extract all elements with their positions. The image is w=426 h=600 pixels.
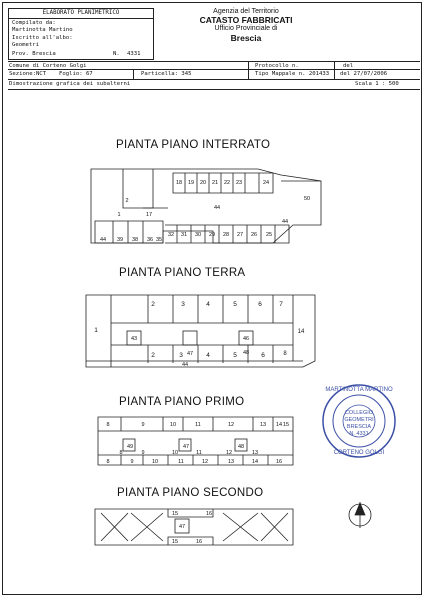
compilato-name: Martinotta Martino bbox=[12, 27, 73, 33]
plan-label: 13 bbox=[227, 459, 235, 465]
plan-label: 19 bbox=[187, 180, 195, 186]
number-label: N. bbox=[113, 51, 120, 57]
protocollo: Protocollo n. bbox=[255, 63, 299, 69]
plan-label: 36 bbox=[146, 237, 154, 243]
plan-label: 15 bbox=[171, 539, 179, 545]
plan-label: 18 bbox=[175, 180, 183, 186]
plan-label: 49 bbox=[126, 444, 134, 450]
plan-label: 16 bbox=[205, 511, 213, 517]
plan-label: 11 bbox=[178, 459, 184, 465]
plan-label: 35 bbox=[155, 237, 163, 243]
plan-label: 14 bbox=[275, 422, 283, 428]
plan-label: 15 bbox=[282, 422, 290, 428]
plan-label: 44 bbox=[281, 219, 289, 225]
stamp-inner-line: N. 4331 bbox=[349, 431, 369, 437]
comune: Comune di Corteno Golgi bbox=[9, 63, 87, 69]
stamp-inner-line: COLLEGIO bbox=[344, 410, 374, 416]
plan-label: 6 bbox=[261, 352, 265, 359]
plan-label: 31 bbox=[180, 232, 188, 238]
north-arrow-icon bbox=[349, 502, 371, 528]
plan-label: 47 bbox=[178, 524, 186, 530]
plan-label: 39 bbox=[116, 237, 124, 243]
plan-label: 4 bbox=[206, 301, 210, 308]
plan-label: 2 bbox=[125, 198, 129, 204]
plan-label: 22 bbox=[223, 180, 231, 186]
agency-line4: Brescia bbox=[230, 33, 262, 43]
plan-label: 21 bbox=[211, 180, 219, 186]
plan-label: 23 bbox=[235, 180, 243, 186]
plan-label: 10 bbox=[171, 450, 179, 456]
stamp-inner-line: BRESCIA bbox=[346, 424, 372, 430]
iscritto-value: Geometri bbox=[12, 42, 39, 48]
plan-label: 15 bbox=[171, 511, 179, 517]
dimostrazione: Dimostrazione grafica dei subalterni bbox=[9, 81, 131, 87]
plan-label: 8 bbox=[119, 450, 123, 456]
plan-title-secondo: PIANTA PIANO SECONDO bbox=[117, 487, 264, 499]
plan-label: 30 bbox=[194, 232, 202, 238]
plan-label: 9 bbox=[130, 459, 134, 465]
plan-label: 10 bbox=[169, 422, 177, 428]
plan-label: 47 bbox=[186, 351, 194, 357]
plan-title-primo: PIANTA PIANO PRIMO bbox=[119, 396, 245, 408]
plan-label: 16 bbox=[275, 459, 283, 465]
scala: Scala 1 : 500 bbox=[355, 81, 399, 87]
agency-line2: CATASTO FABBRICATI bbox=[199, 15, 293, 25]
plan-label: 8 bbox=[283, 351, 287, 357]
stamp-ring-text: MARTINOTTA MARTINO bbox=[325, 387, 393, 393]
plan-label: 12 bbox=[225, 450, 233, 456]
compilato-label: Compilato da: bbox=[12, 20, 56, 26]
plan-label: 24 bbox=[262, 180, 270, 186]
plan-label: 7 bbox=[279, 301, 283, 308]
prov-label: Prov. Brescia bbox=[12, 51, 56, 57]
plan-label: 50 bbox=[303, 196, 311, 202]
plan-title-terra: PIANTA PIANO TERRA bbox=[119, 267, 246, 279]
plan-label: 17 bbox=[145, 212, 153, 218]
plan-label: 8 bbox=[106, 422, 110, 428]
plan-label: 1 bbox=[94, 327, 98, 334]
plan-label: 11 bbox=[196, 450, 202, 456]
plan-label: 9 bbox=[141, 450, 145, 456]
plan-label: 2 bbox=[151, 352, 155, 359]
plan-label: 44 bbox=[213, 205, 221, 211]
plan-label: 11 bbox=[195, 422, 201, 428]
plan-label: 4 bbox=[206, 352, 210, 359]
floor-plans-drawing bbox=[3, 3, 423, 596]
plan-label: 25 bbox=[265, 232, 273, 238]
plan-label: 3 bbox=[181, 301, 185, 308]
plan-label: 44 bbox=[181, 362, 189, 368]
plan-label: 27 bbox=[236, 232, 244, 238]
plan-label: 14 bbox=[297, 329, 305, 335]
plan-label: 3 bbox=[179, 352, 183, 359]
header-title: ELABORATO PLANIMETRICO bbox=[9, 9, 153, 19]
plan-label: 32 bbox=[167, 232, 175, 238]
particella: Particella: 345 bbox=[141, 71, 192, 77]
agency-line3: Ufficio Provinciale di bbox=[214, 25, 278, 32]
plan-label: 2 bbox=[151, 301, 155, 308]
plan-label: 43 bbox=[130, 336, 138, 342]
plan-label: 1 bbox=[117, 212, 121, 218]
plan-secondo bbox=[95, 509, 293, 545]
plan-label: 48 bbox=[242, 350, 250, 356]
plan-label: 47 bbox=[182, 444, 190, 450]
plan-label: 46 bbox=[242, 336, 250, 342]
plan-label: 20 bbox=[199, 180, 207, 186]
document-sheet bbox=[2, 2, 422, 595]
protocollo-del: del bbox=[343, 63, 354, 69]
plan-label: 26 bbox=[250, 232, 258, 238]
plan-label: 5 bbox=[233, 352, 237, 359]
plan-label: 12 bbox=[227, 422, 235, 428]
plan-label: 29 bbox=[208, 232, 216, 238]
foglio: Foglio: 67 bbox=[59, 71, 93, 77]
plan-label: 13 bbox=[259, 422, 267, 428]
plan-label: 48 bbox=[237, 444, 245, 450]
tipo-mappale: Tipo Mappale n. 201433 bbox=[255, 71, 330, 77]
plan-label: 13 bbox=[251, 450, 259, 456]
plan-label: 16 bbox=[195, 539, 203, 545]
plan-label: 28 bbox=[222, 232, 230, 238]
plan-label: 10 bbox=[151, 459, 159, 465]
plan-label: 8 bbox=[106, 459, 110, 465]
plan-title-interrato: PIANTA PIANO INTERRATO bbox=[116, 139, 271, 151]
stamp-bottom-text: CORTENO GOLGI bbox=[333, 450, 385, 456]
tipo-mappale-date: del 27/07/2006 bbox=[340, 71, 388, 77]
plan-label: 9 bbox=[141, 422, 145, 428]
plan-label: 14 bbox=[251, 459, 259, 465]
plan-label: 6 bbox=[258, 301, 262, 308]
iscritto-label: Iscritto all'albo: bbox=[12, 35, 73, 41]
number-value: 4331 bbox=[127, 51, 141, 57]
plan-label: 5 bbox=[233, 301, 237, 308]
plan-label: 44 bbox=[99, 237, 107, 243]
plan-label: 12 bbox=[201, 459, 209, 465]
sezione: Sezione:NCT bbox=[9, 71, 47, 77]
agency-line1: Agenzia del Territorio bbox=[213, 8, 279, 15]
plan-label: 38 bbox=[131, 237, 139, 243]
stamp-inner-line: GEOMETRI bbox=[344, 417, 374, 423]
